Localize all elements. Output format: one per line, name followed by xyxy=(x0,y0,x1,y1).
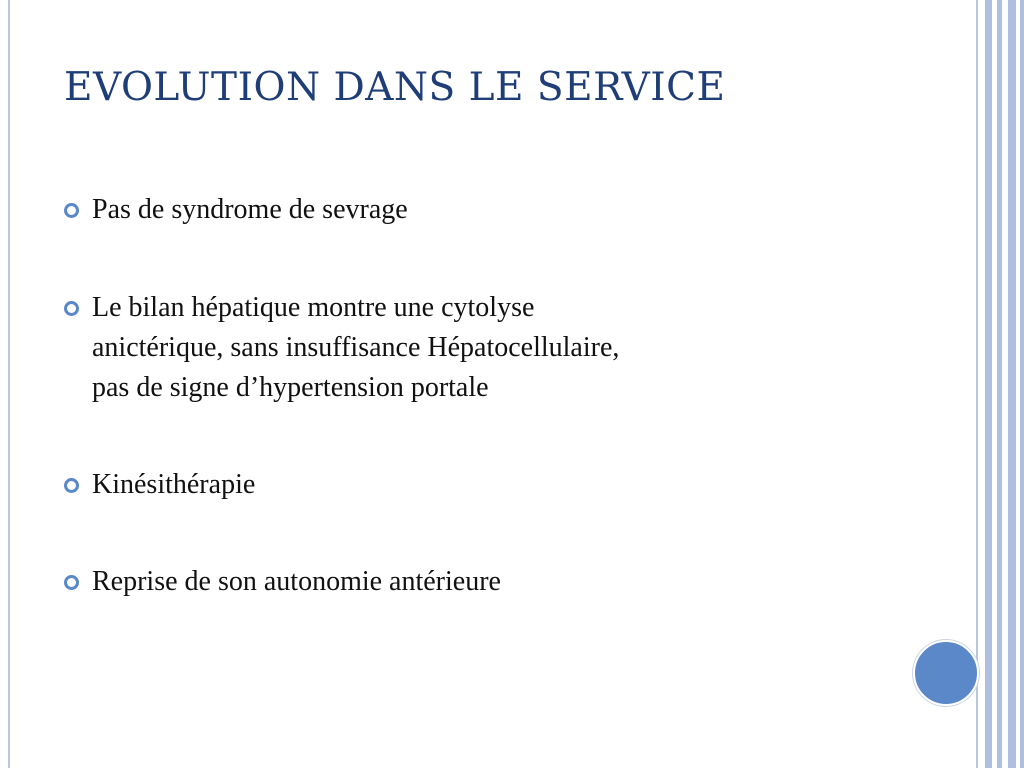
right-stripe xyxy=(997,0,1002,768)
right-stripe xyxy=(976,0,978,768)
bullet-dot-icon xyxy=(64,478,79,493)
bullet-item xyxy=(64,288,864,408)
bullet-text-line: anictérique, sans insuffisance Hépatocellulaire, xyxy=(92,332,620,363)
bullet-text-line: pas de signe d’hypertension portale xyxy=(92,372,489,403)
bullet-item xyxy=(64,190,864,230)
right-stripe xyxy=(985,0,992,768)
bullet-dot-icon xyxy=(64,301,79,316)
bullet-dot-icon xyxy=(64,575,79,590)
slide-title: EVOLUTION DANS LE SERVICE xyxy=(64,65,726,110)
bullet-item xyxy=(64,562,864,602)
decorative-circle xyxy=(913,640,979,706)
bullet-text: Pas de syndrome de sevrage xyxy=(92,194,408,225)
bullet-text: Kinésithérapie xyxy=(92,469,256,500)
bullet-text: Reprise de son autonomie antérieure xyxy=(92,566,501,597)
bullet-item xyxy=(64,465,864,505)
left-frame-line xyxy=(8,0,10,768)
right-stripe xyxy=(1008,0,1016,768)
right-stripe xyxy=(1020,0,1024,768)
bullet-dot-icon xyxy=(64,203,79,218)
bullet-list xyxy=(64,190,864,602)
bullet-text-line: Le bilan hépatique montre une cytolyse xyxy=(92,292,535,323)
